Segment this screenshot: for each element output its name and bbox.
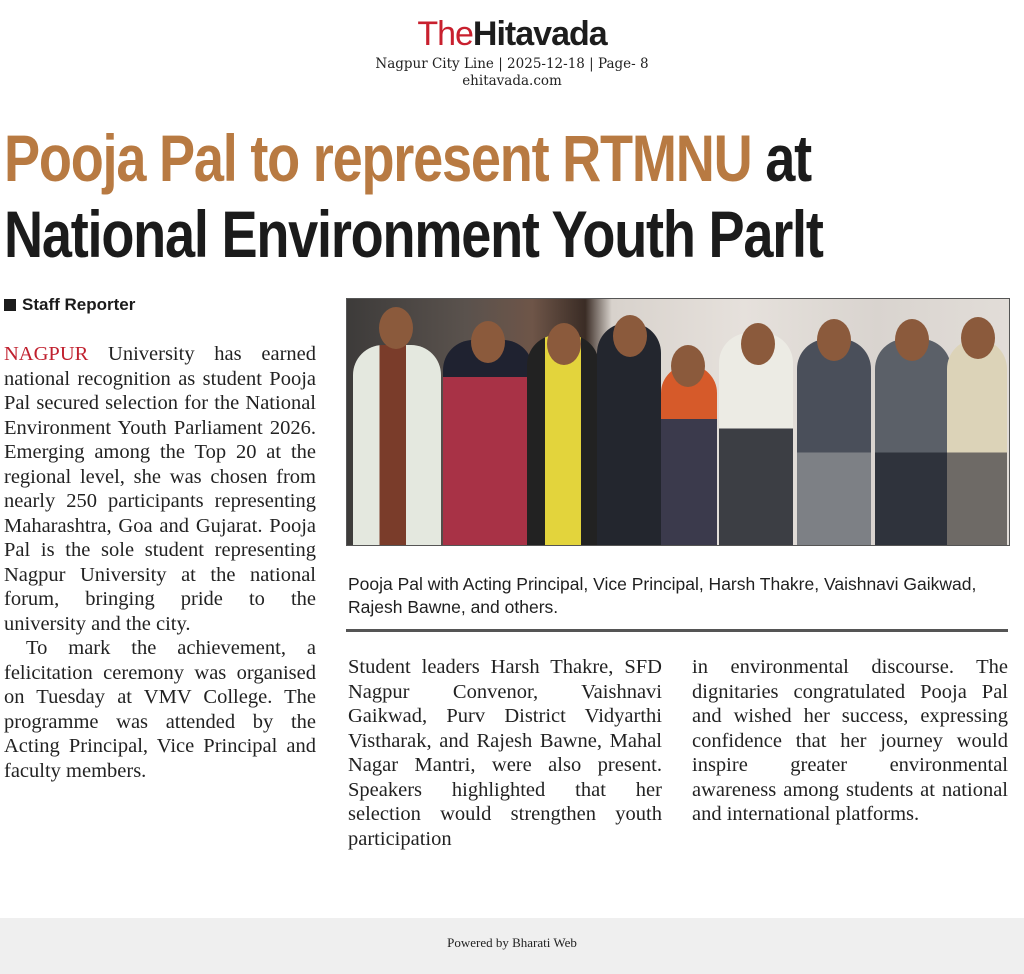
photo-caption: Pooja Pal with Acting Principal, Vice Principal, Harsh Thakre, Vaishnavi Gaikwad, Rajesh Bawne, and others.: [348, 574, 977, 617]
headline-accent: Pooja Pal to represent RTMNU: [4, 121, 752, 195]
photo-person: [353, 345, 441, 545]
photo-head: [817, 319, 851, 361]
photo-person: [443, 340, 533, 545]
byline: [4, 295, 135, 315]
paragraph-text: University has earned national recognition as student Pooja Pal secured selection for the National Environment Youth Parliament 2026. Emerging among the Top 20 at the regional level, she was chosen from nearly 250 participants representing Maharashtra, Goa and Gujarat. Pooja Pal is the sole student representing Nagpur University at the national forum, bringing pride to the university and the city.: [4, 343, 316, 635]
caption-divider: [346, 629, 1008, 632]
photo-head: [895, 319, 929, 361]
masthead: [0, 14, 1024, 90]
article-paragraph: Student leaders Harsh Thakre, SFD Nagpur Convenor, Vaishnavi Gaikwad, Purv District Vidyarthi Vistharak, and Rajesh Bawne, Mahal Nagar Mantri, were also present. Speakers highlighted that her selection would strengthen youth participation: [348, 656, 662, 850]
article-column-1: [4, 342, 316, 783]
article-paragraph: [4, 342, 316, 636]
photo-person: [527, 335, 599, 545]
newspaper-logo[interactable]: [0, 14, 1024, 54]
photo-head: [379, 307, 413, 349]
footer: [0, 918, 1024, 974]
headline-line1-tail: at: [751, 121, 811, 195]
photo-person: [947, 339, 1007, 545]
article-paragraph: To mark the achievement, a felicitation ceremony was organised on Tuesday at VMV College. The programme was attended by the Acting Principal, Vice Principal and faculty members.: [4, 637, 316, 782]
square-bullet-icon: [4, 299, 16, 311]
article-column-2: [348, 655, 662, 851]
photo-head: [547, 323, 581, 365]
page-title: [4, 120, 837, 272]
headline-line2: National Environment Youth Parlt: [4, 197, 823, 271]
site-link[interactable]: ehitavada.com: [462, 73, 562, 89]
photo-head: [613, 315, 647, 357]
photo-head: [741, 323, 775, 365]
powered-by-link[interactable]: Powered by Bharati Web: [447, 935, 577, 950]
edition-line: Nagpur City Line | 2025-12-18 | Page- 8: [375, 56, 649, 72]
dateline: NAGPUR: [4, 343, 89, 365]
photo-person: [875, 339, 951, 545]
photo-head: [671, 345, 705, 387]
article-paragraph: in environmental discourse. The dignitaries congratulated Pooja Pal and wished her success, expressing confidence that her journey would inspire greater environmental awareness among students at national and international platforms.: [692, 656, 1008, 825]
news-photo[interactable]: [346, 298, 1010, 546]
byline-text: Staff Reporter: [22, 295, 136, 314]
logo-the: The: [417, 15, 473, 53]
photo-person: [797, 339, 871, 545]
photo-head: [471, 321, 505, 363]
photo-head: [961, 317, 995, 359]
photo-person: [661, 365, 717, 545]
logo-hitavada: Hitavada: [472, 15, 607, 53]
article-column-3: [692, 655, 1008, 827]
